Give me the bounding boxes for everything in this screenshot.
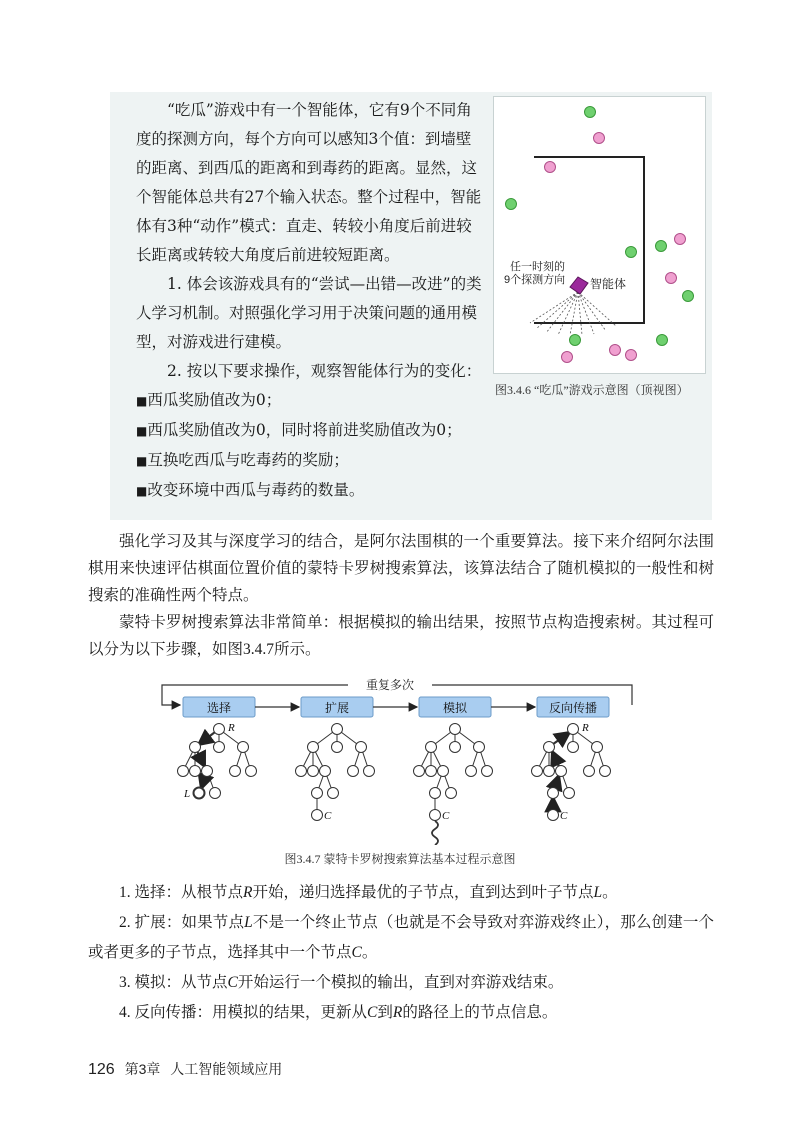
node-label-C: C: [560, 810, 568, 822]
poison: [626, 350, 637, 361]
step-label-expand: 扩展: [324, 701, 350, 715]
body-paragraph-1: 强化学习及其与深度学习的结合，是阿尔法围棋的一个重要算法。接下来介绍阿尔法围棋用来快速评估棋面位置价值的蒙特卡罗树搜索算法，该算法结合了随机模拟的一般性和树搜索的准确性两个特点。: [88, 533, 714, 604]
node-label-C: C: [442, 810, 450, 822]
label-directions: 9个探测方向: [504, 274, 566, 286]
mcts-diagram: [150, 675, 650, 845]
chapter-title: 人工智能领域应用: [170, 1061, 283, 1077]
poison: [594, 133, 605, 144]
steps-section: [88, 878, 714, 1028]
watermelon: [585, 107, 596, 118]
step-3: 3. 模拟：从节点C开始运行一个模拟的输出，直到对弈游戏结束。: [119, 974, 564, 991]
bullet-item: ■ 西瓜奖励值改为0，同时将前进奖励值改为0；: [136, 416, 486, 446]
page-footer: [88, 1059, 282, 1079]
label-time: 任一时刻的: [510, 261, 565, 273]
chapter-number: 第3章: [124, 1061, 161, 1077]
step-label-select: 选择: [206, 701, 232, 715]
figure-346-caption: 图3.4.6 “吃瓜”游戏示意图（顶视图）: [495, 383, 689, 397]
step-2: 2. 扩展：如果节点L不是一个终止节点（也就是不会导致对弈游戏终止），那么创建一个或者更多的子节点，选择其中一个节点C。: [88, 914, 714, 961]
watermelon: [657, 335, 668, 346]
watermelon: [626, 247, 637, 258]
poison: [545, 162, 556, 173]
label-agent: 智能体: [590, 277, 627, 291]
body-section: [88, 528, 714, 663]
node-label-R: R: [582, 722, 589, 734]
tree-expand: [296, 724, 375, 821]
bullet-item: ■ 互换吃西瓜与吃毒药的奖励；: [136, 446, 486, 476]
tree-simulate: [414, 724, 493, 846]
question-1: 1. 体会该游戏具有的“尝试—出错—改进”的类人学习机制。对照强化学习用于决策问题的通用模型，对游戏进行建模。: [136, 275, 482, 351]
poison: [610, 345, 621, 356]
poison: [675, 234, 686, 245]
bullet-item: ■ 改变环境中西瓜与毒药的数量。: [136, 476, 486, 506]
node-label-C: C: [324, 810, 332, 822]
page-number: 126: [88, 1061, 115, 1078]
activity-text: [136, 96, 486, 506]
probe-rays: [530, 292, 616, 335]
watermelon: [570, 335, 581, 346]
watermelon: [506, 199, 517, 210]
watermelon: [656, 241, 667, 252]
node-label-R: R: [228, 722, 235, 734]
step-label-simulate: 模拟: [442, 701, 468, 715]
node-label-L: L: [184, 788, 191, 800]
game-diagram: [494, 97, 705, 373]
poison: [666, 273, 677, 284]
poison: [562, 352, 573, 363]
watermelon: [683, 291, 694, 302]
body-paragraph-2: 蒙特卡罗树搜索算法非常简单：根据模拟的输出结果，按照节点构造搜索树。其过程可以分为以下步骤，如图3.4.7所示。: [88, 614, 714, 658]
agent-icon: [570, 277, 588, 294]
step-1: 1. 选择：从根节点R开始，递归选择最优的子节点，直到达到叶子节点L。: [119, 884, 618, 901]
step-label-backprop: 反向传播: [548, 701, 598, 715]
tree-backprop: [532, 724, 611, 821]
activity-paragraph: “吃瓜”游戏中有一个智能体，它有9个不同角度的探测方向，每个方向可以感知3个值：到墙壁的距离、到西瓜的距离和到毒药的距离。显然，这个智能体总共有27个输入状态。整个过程中，智能体有3种“动作”模式：直走、转较小角度后前进较长距离或转较大角度后前进较短距离。: [136, 101, 482, 264]
bullet-item: ■ 西瓜奖励值改为0；: [136, 386, 486, 416]
question-2: 2. 按以下要求操作，观察智能体行为的变化：: [167, 362, 482, 380]
game-figure: [493, 96, 706, 374]
bullet-list: [136, 386, 486, 506]
figure-347-caption: 图3.4.7 蒙特卡罗树搜索算法基本过程示意图: [284, 852, 516, 866]
wall: [534, 157, 644, 323]
step-4: 4. 反向传播：用模拟的结果，更新从C到R的路径上的节点信息。: [119, 1004, 558, 1021]
repeat-label: 重复多次: [365, 678, 415, 692]
